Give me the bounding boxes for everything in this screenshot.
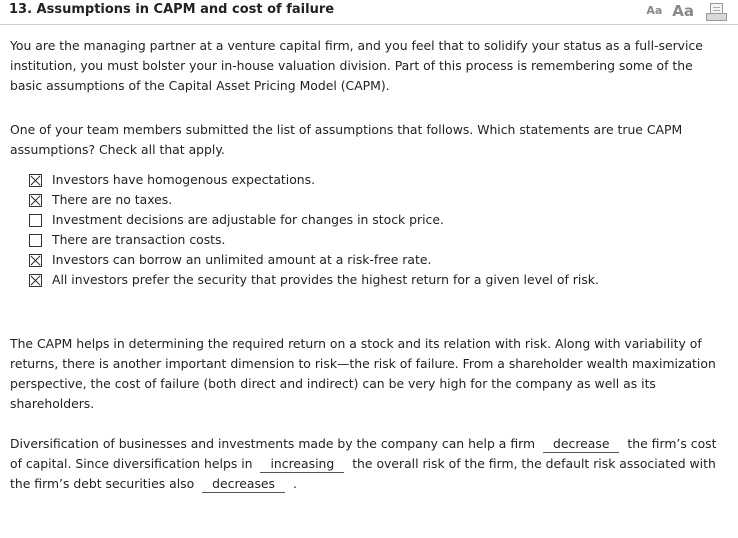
checkbox[interactable] (29, 214, 42, 227)
assumptions-checklist (29, 170, 599, 290)
diversification-text-3: the overall risk of the firm, the default risk associated with the firm’s debt securities also (10, 456, 716, 491)
header-tools (646, 1, 726, 21)
print-icon-base (706, 13, 727, 21)
checklist-option[interactable] (29, 270, 599, 290)
checklist-option[interactable] (29, 250, 599, 270)
option-label[interactable]: There are no taxes. (52, 192, 173, 207)
question-prompt: One of your team members submitted the list of assumptions that follows. Which statements are true CAPM assumptions? Check all that apply. (10, 122, 683, 157)
checklist-option[interactable] (29, 210, 599, 230)
dropdown-blank-2[interactable]: increasing (260, 456, 344, 473)
option-label[interactable]: Investors can borrow an unlimited amount at a risk-free rate. (52, 252, 432, 267)
checklist-option[interactable] (29, 230, 599, 250)
option-label[interactable]: There are transaction costs. (52, 232, 226, 247)
checkbox[interactable] (29, 174, 42, 187)
checkbox[interactable] (29, 274, 42, 287)
option-label[interactable]: Investors have homogenous expectations. (52, 172, 316, 187)
option-label[interactable]: All investors prefer the security that provides the highest return for a given level of risk. (52, 272, 599, 287)
checklist-option[interactable] (29, 190, 599, 210)
checkbox[interactable] (29, 194, 42, 207)
font-size-large-button[interactable]: Aa (672, 2, 694, 20)
checkbox[interactable] (29, 234, 42, 247)
checklist-option[interactable] (29, 170, 599, 190)
option-label[interactable]: Investment decisions are adjustable for changes in stock price. (52, 212, 444, 227)
diversification-text-4: . (292, 476, 297, 491)
font-size-small-button[interactable]: Aa (646, 4, 663, 17)
dropdown-blank-1[interactable]: decrease (543, 436, 619, 453)
failure-paragraph: The CAPM helps in determining the required return on a stock and its relation with risk. Along with variability of returns, there is another important dimension to risk—the risk of failure. From a shareholder wealth maximization perspective, the cost of failure (both direct and indirect) can be very high for the company as well as its shareholders. (10, 336, 716, 411)
checkbox[interactable] (29, 254, 42, 267)
dropdown-blank-3[interactable]: decreases (202, 476, 285, 493)
question-title: 13. Assumptions in CAPM and cost of failure (9, 2, 335, 17)
diversification-text-1: Diversification of businesses and investments made by the company can help a firm (10, 436, 536, 451)
diversification-paragraph (10, 434, 728, 494)
intro-paragraph: You are the managing partner at a venture capital firm, and you feel that to solidify your status as a full-service institution, you must bolster your in-house valuation division. Part of this process is remembering some of the basic assumptions of the Capital Asset Pricing Model (CAPM). (10, 38, 703, 93)
print-icon[interactable] (706, 3, 726, 20)
question-header (0, 0, 738, 25)
diversification-text-2: the firm’s cost of capital. Since diversification helps in (10, 436, 717, 471)
